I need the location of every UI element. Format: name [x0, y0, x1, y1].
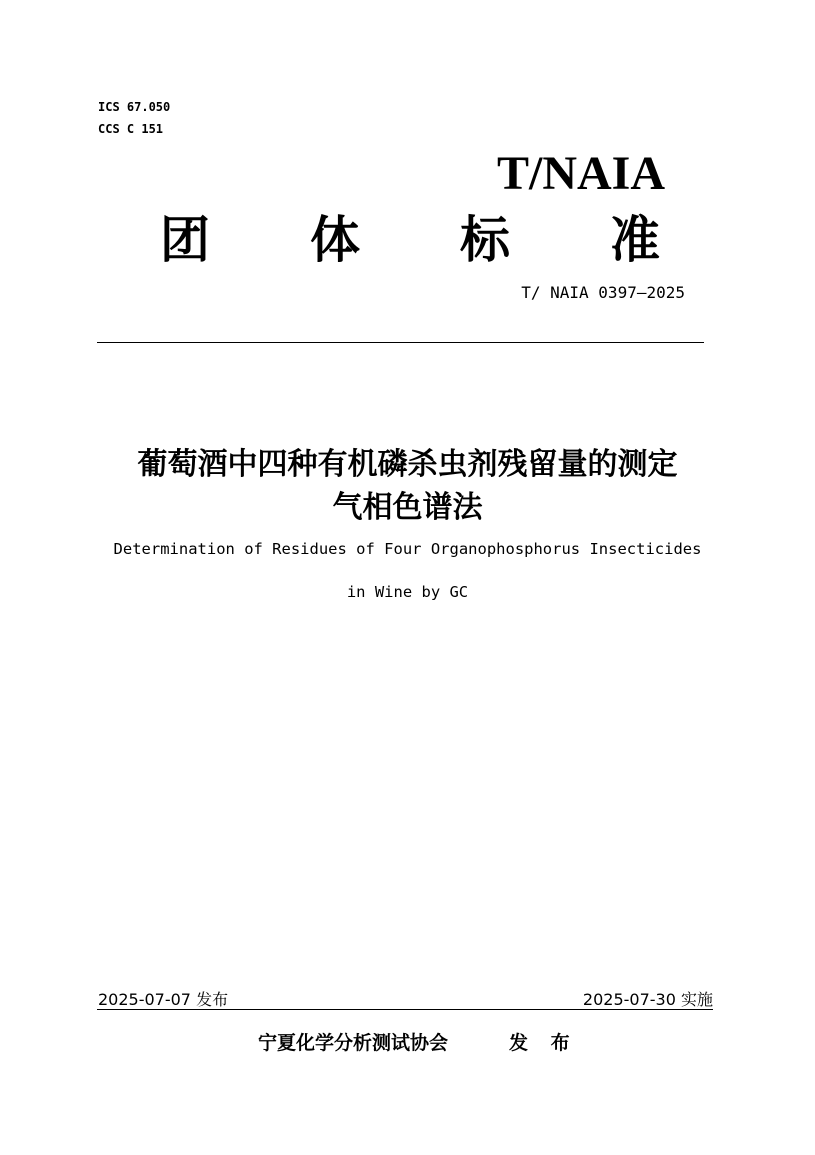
ccs-code: CCS C 151	[98, 122, 164, 136]
publisher-name: 宁夏化学分析测试协会	[258, 1032, 449, 1054]
ics-code: ICS 67.050	[98, 100, 171, 114]
standard-number: T/ NAIA 0397—2025	[521, 283, 685, 302]
standard-type-char: 标	[460, 211, 510, 269]
chinese-title-line-2: 气相色谱法	[332, 490, 483, 525]
header-divider	[97, 342, 704, 343]
english-title-line-1: Determination of Residues of Four Organophosphorus Insecticides	[113, 540, 702, 558]
chinese-title-line-1: 葡萄酒中四种有机磷杀虫剂残留量的测定	[137, 447, 678, 482]
implementation-date: 2025-07-30 实施	[582, 990, 713, 1009]
publish-label: 发 布	[509, 1032, 578, 1054]
standard-type-char: 准	[610, 211, 660, 269]
footer-divider	[97, 1009, 713, 1010]
standard-brand: T/NAIA	[496, 147, 665, 200]
english-title-line-2: in Wine by GC	[346, 583, 469, 601]
standard-type	[160, 210, 660, 270]
issue-date: 2025-07-07 发布	[98, 990, 229, 1009]
standard-type-char: 团	[160, 211, 210, 269]
standard-type-char: 体	[310, 211, 360, 269]
